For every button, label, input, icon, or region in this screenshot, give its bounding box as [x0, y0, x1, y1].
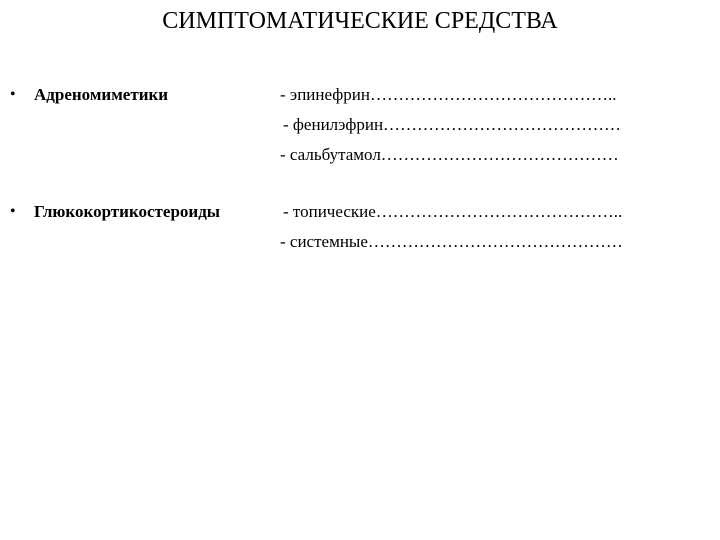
drug-item: - эпинефрин……………………………………..: [280, 85, 617, 104]
category-label: Глюкокортикостероиды: [34, 202, 221, 221]
drug-item: - фенилэфрин……………………………………: [283, 115, 622, 134]
drug-item: - сальбутамол……………………………………: [280, 145, 619, 164]
category-label: Адреномиметики: [34, 85, 169, 104]
drug-item: - системные………………………………………: [280, 232, 623, 251]
bullet-marker: •: [10, 86, 16, 103]
drug-item: - топические……………………………………..: [283, 202, 623, 221]
bullet-marker: •: [10, 203, 16, 220]
slide-title: СИМПТОМАТИЧЕСКИЕ СРЕДСТВА: [162, 8, 558, 34]
